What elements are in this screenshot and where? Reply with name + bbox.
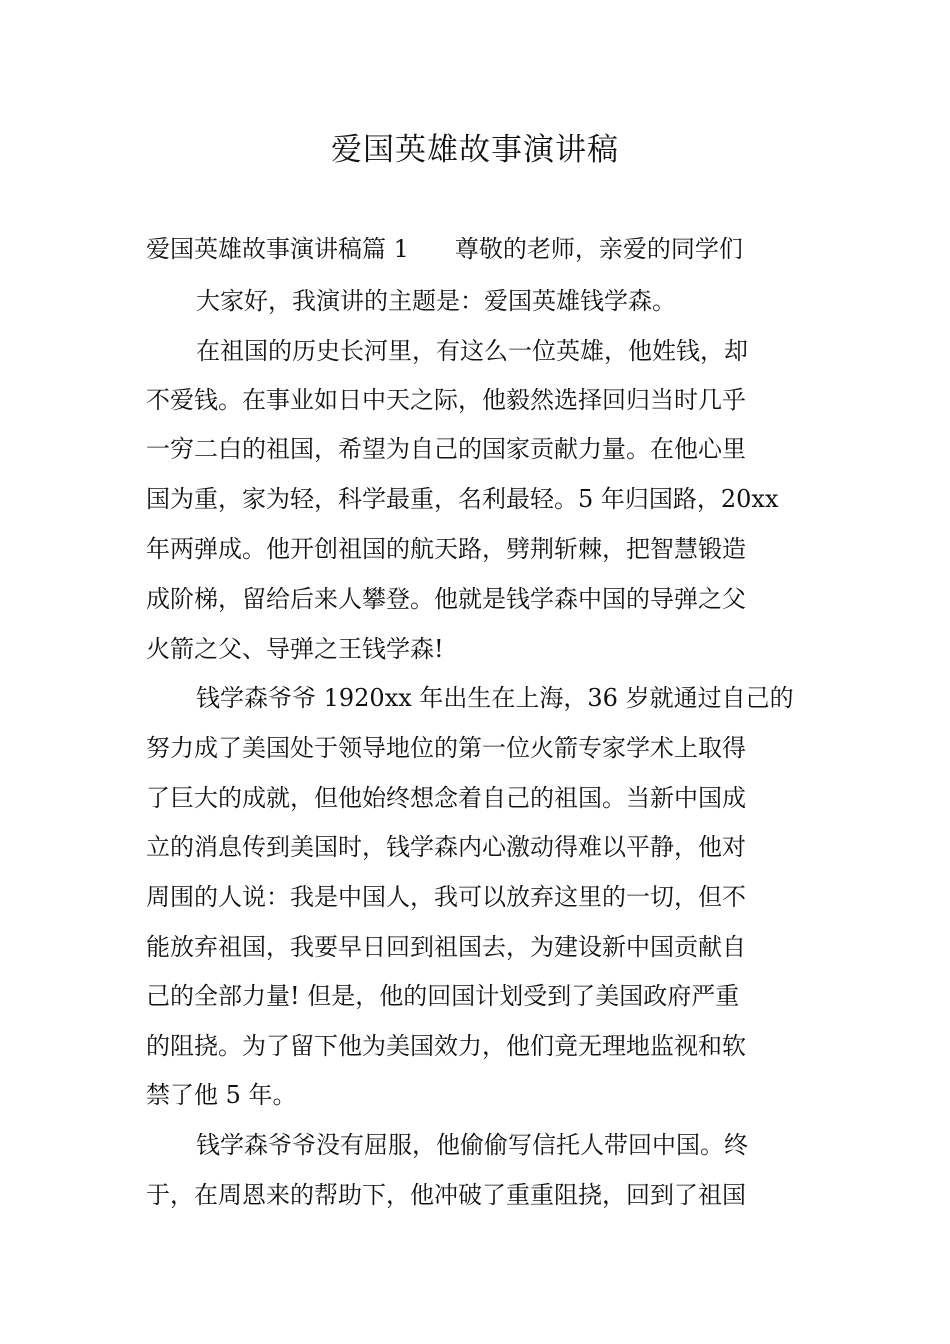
paragraph-line: 禁了他 5 年。 — [146, 1081, 297, 1109]
paragraph-line: 大家好，我演讲的主题是：爱国英雄钱学森。 — [196, 287, 676, 315]
paragraph-line: 火箭之父、导弹之王钱学森! — [146, 635, 444, 663]
section-heading: 爱国英雄故事演讲稿篇 1 — [146, 235, 409, 263]
document-title: 爱国英雄故事演讲稿 — [331, 132, 619, 168]
paragraph-line: 钱学森爷爷没有屈服，他偷偷写信托人带回中国。终 — [196, 1131, 748, 1159]
heading-line — [146, 231, 743, 267]
paragraph-line: 不爱钱。在事业如日中天之际，他毅然选择回归当时几乎 — [146, 386, 746, 414]
paragraph-line: 钱学森爷爷 1920xx 年出生在上海，36 岁就通过自己的 — [196, 684, 794, 712]
salutation: 尊敬的老师，亲爱的同学们 — [454, 235, 743, 263]
paragraph-line: 于，在周恩来的帮助下，他冲破了重重阻挠，回到了祖国 — [146, 1181, 746, 1209]
paragraph-line: 的阻挠。为了留下他为美国效力，他们竟无理地监视和软 — [146, 1032, 746, 1060]
paragraph-line: 在祖国的历史长河里，有这么一位英雄，他姓钱，却 — [196, 337, 748, 365]
paragraph-line: 成阶梯，留给后来人攀登。他就是钱学森中国的导弹之父 — [146, 585, 746, 613]
paragraph-line: 努力成了美国处于领导地位的第一位火箭专家学术上取得 — [146, 734, 746, 762]
paragraph-line: 一穷二白的祖国，希望为自己的国家贡献力量。在他心里 — [146, 435, 746, 463]
paragraph-line: 周围的人说：我是中国人，我可以放弃这里的一切，但不 — [146, 883, 746, 911]
paragraph-line: 立的消息传到美国时，钱学森内心激动得难以平静，他对 — [146, 833, 746, 861]
paragraph-line: 能放弃祖国，我要早日回到祖国去，为建设新中国贡献自 — [146, 933, 746, 961]
paragraph-line: 了巨大的成就，但他始终想念着自己的祖国。当新中国成 — [146, 784, 746, 812]
paragraph-line: 己的全部力量! 但是，他的回国计划受到了美国政府严重 — [146, 982, 740, 1010]
paragraph-line: 年两弹成。他开创祖国的航天路，劈荆斩棘，把智慧锻造 — [146, 535, 746, 563]
paragraph-line: 国为重，家为轻，科学最重，名利最轻。5 年归国路，20xx — [146, 485, 779, 513]
